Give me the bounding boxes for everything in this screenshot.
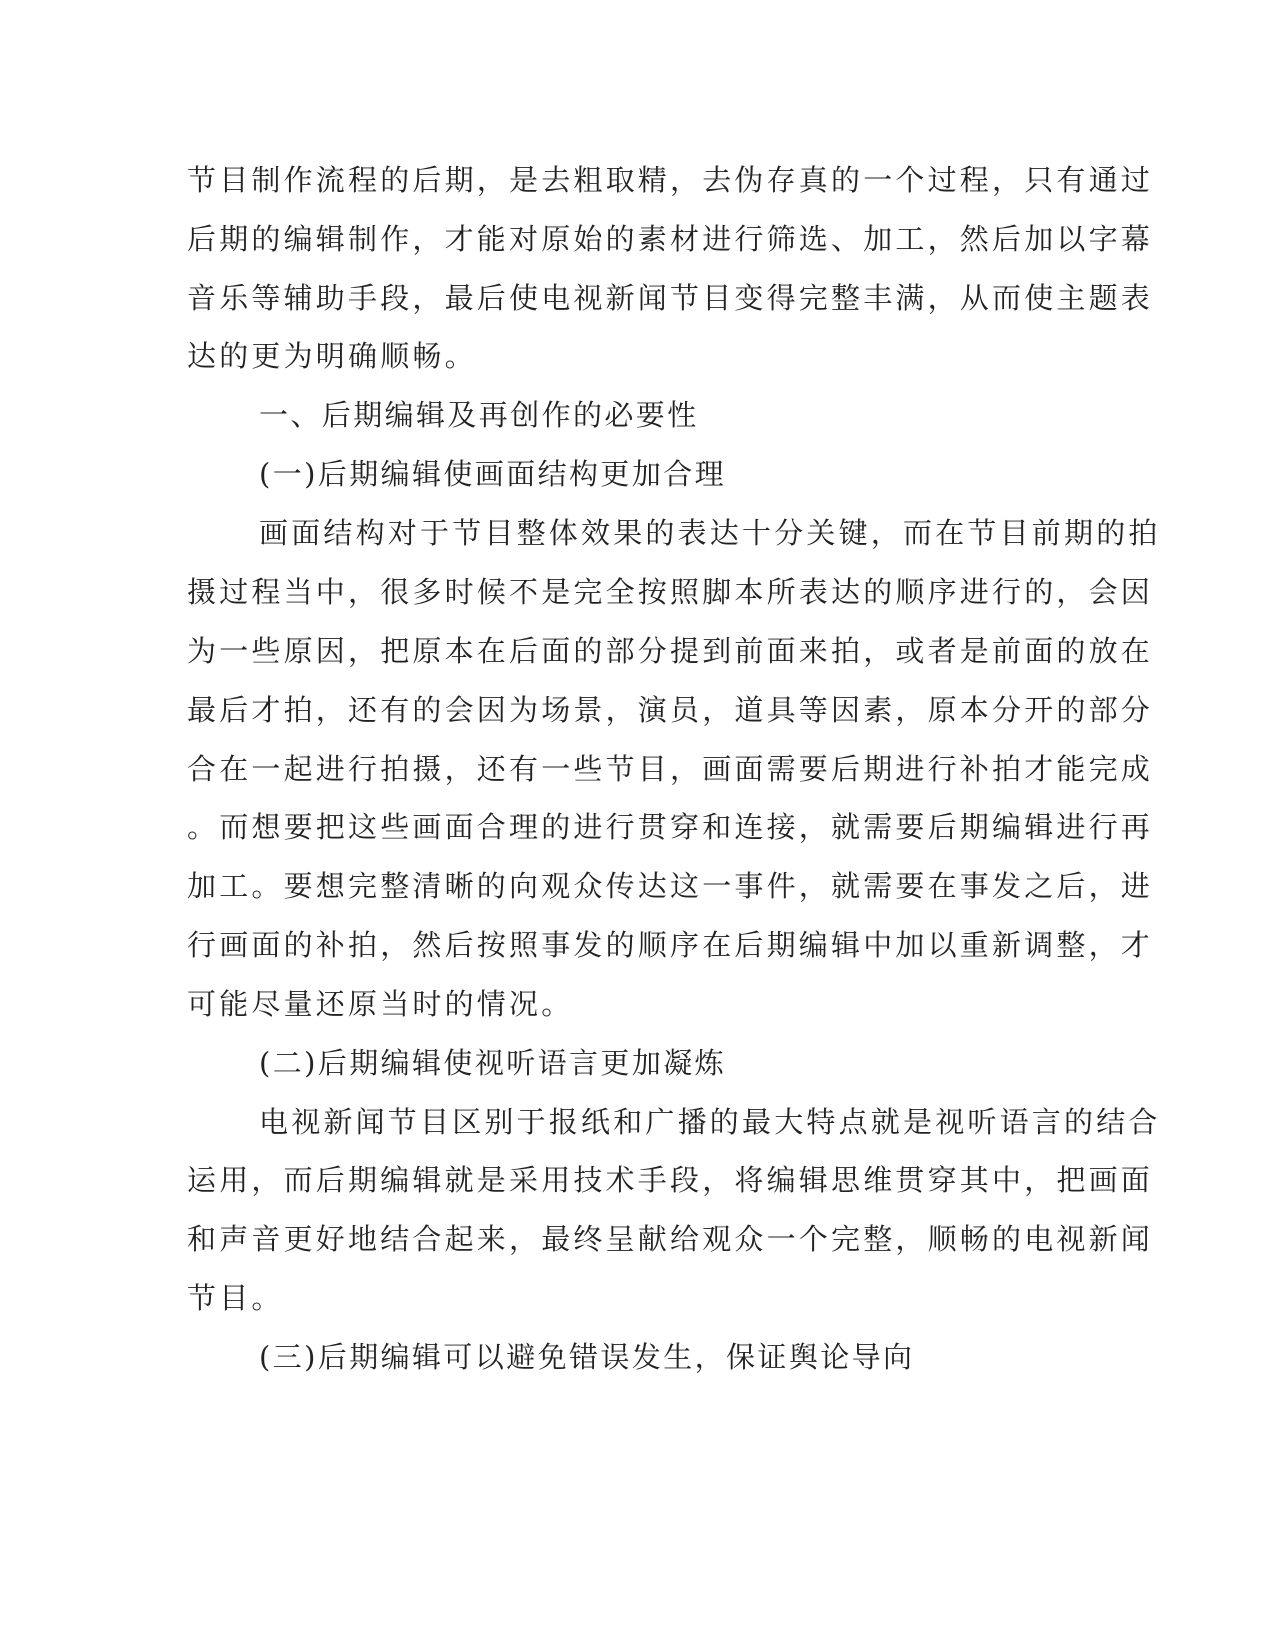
paragraph-intro-line-1: 节目制作流程的后期，是去粗取精，去伪存真的一个过程，只有通过 — [187, 163, 1154, 197]
subsection-heading-3: (三)后期编辑可以避免错误发生，保证舆论导向 — [259, 1340, 915, 1374]
paragraph-1-line-5: 合在一起进行拍摄，还有一些节目，画面需要后期进行补拍才能完成 — [187, 752, 1154, 786]
paragraph-intro-line-3: 音乐等辅助手段，最后使电视新闻节目变得完整丰满，从而使主题表 — [187, 281, 1154, 315]
paragraph-1-line-6: 。而想要把这些画面合理的进行贯穿和连接，就需要后期编辑进行再 — [187, 810, 1154, 844]
paragraph-intro-line-4: 达的更为明确顺畅。 — [187, 339, 477, 373]
paragraph-2-line-4: 节目。 — [187, 1281, 284, 1315]
paragraph-2-line-2: 运用，而后期编辑就是采用技术手段，将编辑思维贯穿其中，把画面 — [187, 1163, 1154, 1197]
paragraph-1-line-9: 可能尽量还原当时的情况。 — [187, 987, 574, 1021]
paragraph-1-line-7: 加工。要想完整清晰的向观众传达这一事件，就需要在事发之后，进 — [187, 869, 1154, 903]
paragraph-1-line-4: 最后才拍，还有的会因为场景，演员，道具等因素，原本分开的部分 — [187, 693, 1154, 727]
paragraph-2-line-3: 和声音更好地结合起来，最终呈献给观众一个完整，顺畅的电视新闻 — [187, 1222, 1154, 1256]
subsection-heading-1: (一)后期编辑使画面结构更加合理 — [259, 457, 727, 491]
paragraph-1-line-2: 摄过程当中，很多时候不是完全按照脚本所表达的顺序进行的，会因 — [187, 575, 1154, 609]
subsection-heading-2: (二)后期编辑使视听语言更加凝炼 — [259, 1046, 727, 1080]
paragraph-2-line-1: 电视新闻节目区别于报纸和广播的最大特点就是视听语言的结合 — [259, 1105, 1161, 1139]
section-heading-1: 一、后期编辑及再创作的必要性 — [259, 398, 699, 432]
paragraph-1-line-1: 画面结构对于节目整体效果的表达十分关键，而在节目前期的拍 — [259, 516, 1161, 550]
paragraph-intro-line-2: 后期的编辑制作，才能对原始的素材进行筛选、加工，然后加以字幕 — [187, 222, 1154, 256]
paragraph-1-line-3: 为一些原因，把原本在后面的部分提到前面来拍，或者是前面的放在 — [187, 634, 1154, 668]
paragraph-1-line-8: 行画面的补拍，然后按照事发的顺序在后期编辑中加以重新调整，才 — [187, 928, 1154, 962]
